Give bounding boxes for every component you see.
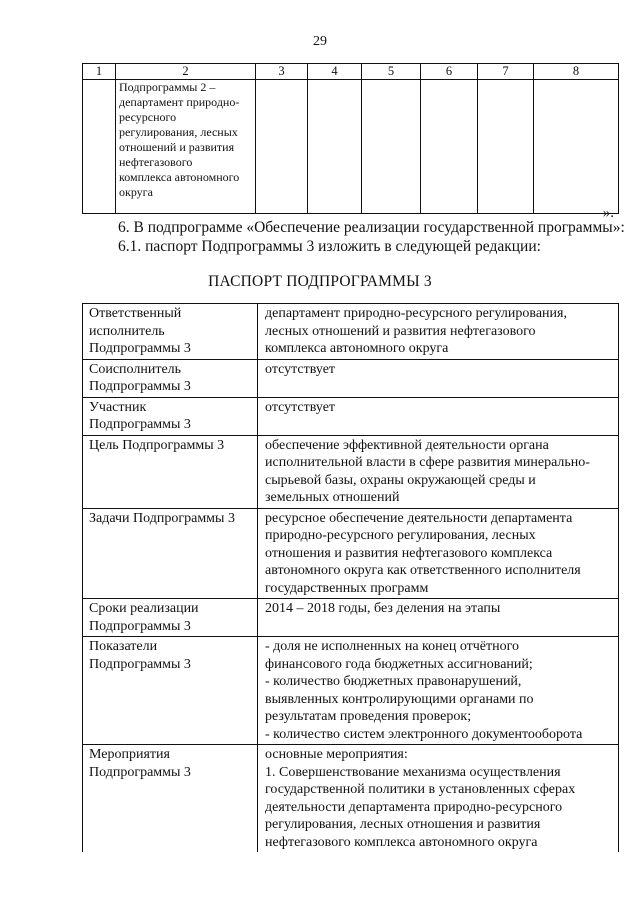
- row-label: [83, 435, 258, 508]
- value-line: - количество систем электронного документооборота: [265, 726, 583, 742]
- table-cell: [362, 80, 421, 214]
- value-line: отсутствует: [265, 399, 336, 415]
- closing-quote: ».: [602, 205, 614, 221]
- row-label: [83, 508, 258, 599]
- row-value: [258, 508, 619, 599]
- column-number-3: 3: [256, 64, 308, 80]
- row-label: [83, 304, 258, 360]
- value-line: автономного округа как ответственного исполнителя: [265, 563, 581, 578]
- value-line: обеспечение эффективной деятельности органа: [265, 437, 549, 453]
- row-value: [258, 397, 619, 435]
- passport-row-goal: [83, 435, 619, 508]
- value-line: - количество бюджетных правонарушений,: [265, 674, 522, 689]
- passport-row-participant: [83, 397, 619, 435]
- value-line: природно-ресурсного регулирования, лесных: [265, 528, 536, 543]
- label-line: Подпрограммы 3: [89, 379, 191, 394]
- value-line: 2014 – 2018 годы, без деления на этапы: [265, 601, 501, 616]
- cell-line: департамент природно-: [119, 95, 240, 109]
- table-cell: [308, 80, 362, 214]
- value-line: ресурсное обеспечение деятельности департамента: [265, 510, 573, 526]
- label-line: Задачи Подпрограммы 3: [89, 510, 235, 526]
- continuation-table: [82, 63, 619, 214]
- column-number-4: 4: [308, 64, 362, 80]
- row-label: [83, 745, 258, 853]
- table-cell: [534, 80, 619, 214]
- column-number-8: 8: [534, 64, 619, 80]
- value-line: нефтегазового комплекса автономного округа: [265, 834, 538, 850]
- cell-line: Подпрограммы 2 –: [119, 80, 216, 94]
- value-line: деятельности департамента природно-ресурсного: [265, 799, 563, 815]
- row-value: [258, 599, 619, 637]
- passport-table: [82, 303, 619, 852]
- row-label: [83, 599, 258, 637]
- label-line: Участник: [89, 399, 147, 415]
- cell-line: отношений и развития: [119, 140, 235, 154]
- page-number: 29: [313, 34, 327, 49]
- passport-row-responsible: [83, 304, 619, 360]
- value-line: 1. Совершенствование механизма осуществления: [265, 764, 561, 780]
- passport-row-tasks: [83, 508, 619, 599]
- row-value: [258, 435, 619, 508]
- passport-heading: ПАСПОРТ ПОДПРОГРАММЫ 3: [208, 273, 432, 290]
- value-line: государственных программ: [265, 580, 429, 596]
- row-value: [258, 637, 619, 745]
- paragraph-6: 6. В подпрограмме «Обеспечение реализации государственной программы»:: [118, 219, 625, 236]
- label-line: Подпрограммы 3: [89, 618, 191, 634]
- column-number-1: 1: [83, 64, 116, 80]
- value-line: государственной политики в установленных сферах: [265, 782, 576, 797]
- label-line: Цель Подпрограммы 3: [89, 437, 225, 453]
- label-line: Соисполнитель: [89, 361, 182, 377]
- label-line: Подпрограммы 3: [89, 656, 191, 672]
- cell-line: нефтегазового: [119, 155, 193, 169]
- column-number-2: 2: [116, 64, 256, 80]
- paragraph-6-1: 6.1. паспорт Подпрограммы 3 изложить в следующей редакции:: [118, 238, 541, 255]
- passport-row-activities: [83, 745, 619, 853]
- value-line: лесных отношений и развития нефтегазового: [265, 323, 536, 339]
- row-label: [83, 397, 258, 435]
- cell-line: ресурсного: [119, 110, 177, 124]
- column-number-6: 6: [421, 64, 478, 80]
- value-line: финансового года бюджетных ассигнований;: [265, 656, 533, 672]
- cell-line: регулирования, лесных: [119, 125, 238, 139]
- value-line: сырьевой базы, охраны окружающей среды и: [265, 472, 536, 488]
- label-line: Ответственный: [89, 306, 182, 321]
- value-line: регулирования, лесных отношения и развития: [265, 817, 541, 832]
- value-line: результатам проведения проверок;: [265, 709, 472, 724]
- label-line: исполнитель: [89, 323, 165, 339]
- label-line: Мероприятия: [89, 747, 170, 762]
- value-line: - доля не исполненных на конец отчётного: [265, 639, 520, 654]
- value-line: департамент природно-ресурсного регулирования,: [265, 306, 567, 321]
- value-line: основные мероприятия:: [265, 747, 408, 762]
- label-line: Подпрограммы 3: [89, 764, 191, 780]
- column-number-5: 5: [362, 64, 421, 80]
- value-line: отсутствует: [265, 361, 336, 377]
- row-value: [258, 304, 619, 360]
- value-line: выявленных контролирующими органами по: [265, 691, 534, 707]
- cell-line: комплекса автономного: [119, 170, 240, 184]
- label-line: Сроки реализации: [89, 601, 199, 616]
- column-number-7: 7: [478, 64, 534, 80]
- value-line: отношения и развития нефтегазового комплекса: [265, 545, 553, 561]
- row-label: [83, 359, 258, 397]
- continuation-table-header-row: [83, 64, 619, 80]
- table-cell: [256, 80, 308, 214]
- value-line: комплекса автономного округа: [265, 341, 449, 356]
- table-cell-text: [116, 80, 256, 214]
- label-line: Подпрограммы 3: [89, 341, 191, 356]
- continuation-table-row: [83, 80, 619, 214]
- value-line: земельных отношений: [265, 490, 400, 505]
- value-line: исполнительной власти в сфере развития минерально-: [265, 455, 590, 470]
- table-cell: [83, 80, 116, 214]
- table-cell: [478, 80, 534, 214]
- row-value: [258, 745, 619, 853]
- passport-row-terms: [83, 599, 619, 637]
- row-value: [258, 359, 619, 397]
- passport-row-co-executor: [83, 359, 619, 397]
- label-line: Показатели: [89, 639, 158, 654]
- label-line: Подпрограммы 3: [89, 417, 191, 432]
- row-label: [83, 637, 258, 745]
- passport-row-indicators: [83, 637, 619, 745]
- table-cell: [421, 80, 478, 214]
- cell-line: округа: [119, 185, 153, 199]
